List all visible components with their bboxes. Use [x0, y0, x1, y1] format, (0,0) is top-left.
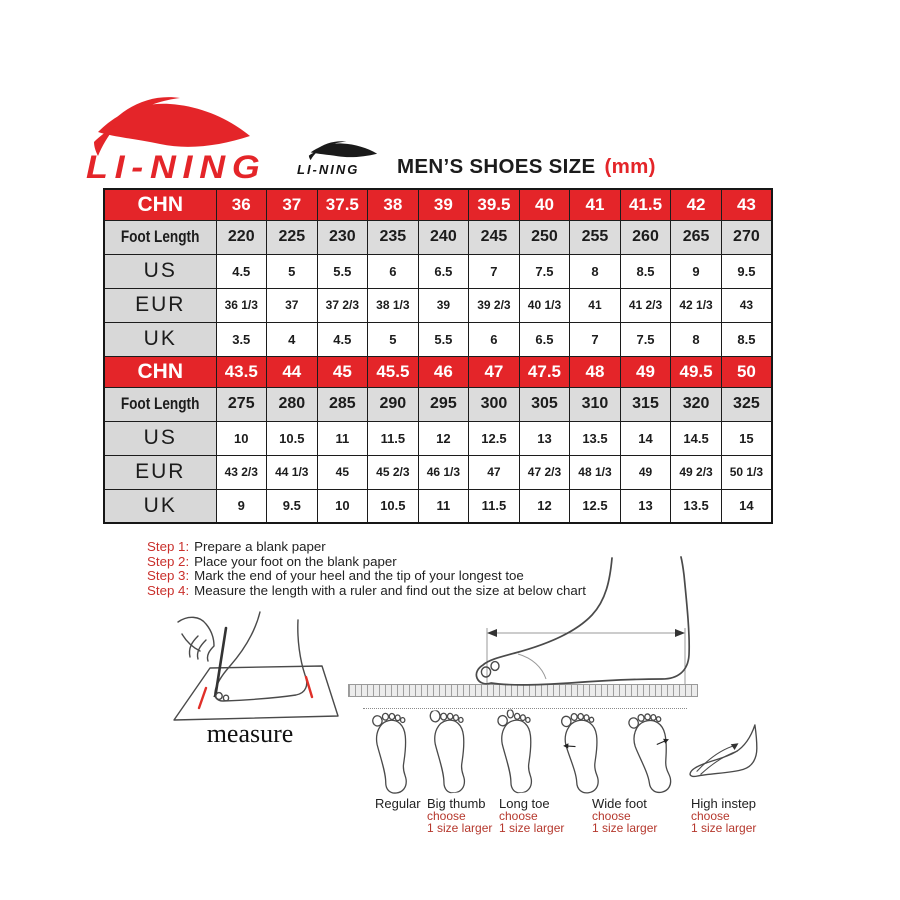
- footprint-wide-foot-right-icon: [621, 707, 685, 799]
- size-row-uk-2: [104, 489, 772, 523]
- size-cell: 275: [216, 387, 267, 421]
- size-cell: 9: [671, 254, 722, 288]
- foot-type-note-1: choose: [592, 809, 631, 823]
- size-cell: 43: [721, 288, 772, 322]
- size-row-us-2: [104, 421, 772, 455]
- foot-type-long-toe: [499, 796, 564, 834]
- size-cell: 320: [671, 387, 722, 421]
- size-cell: 240: [418, 220, 469, 254]
- size-cell: 225: [267, 220, 318, 254]
- size-cell: 5: [368, 322, 419, 356]
- size-cell: 42: [671, 189, 722, 220]
- size-cell: 6.5: [418, 254, 469, 288]
- size-row-chn-1: [104, 189, 772, 220]
- size-cell: 6.5: [519, 322, 570, 356]
- size-cell: 5: [267, 254, 318, 288]
- size-row-us-1: [104, 254, 772, 288]
- size-cell: 6: [469, 322, 520, 356]
- foot-type-big-thumb: [427, 796, 492, 834]
- size-cell: 245: [469, 220, 520, 254]
- size-row-foot-2: [104, 387, 772, 421]
- size-cell: 235: [368, 220, 419, 254]
- row-label-chn: CHN: [104, 356, 216, 387]
- size-cell: 4.5: [317, 322, 368, 356]
- size-cell: 43.5: [216, 356, 267, 387]
- size-cell: 41: [570, 288, 621, 322]
- foot-type-note-1: choose: [427, 809, 466, 823]
- foot-type-note-1: choose: [691, 809, 730, 823]
- foot-type-label: Regular: [375, 796, 421, 811]
- row-label-chn: CHN: [104, 189, 216, 220]
- size-cell: 9.5: [721, 254, 772, 288]
- size-cell: 10: [317, 489, 368, 523]
- size-cell: 7: [469, 254, 520, 288]
- size-cell: 39: [418, 288, 469, 322]
- size-cell: 40 1/3: [519, 288, 570, 322]
- size-cell: 47: [469, 455, 520, 489]
- measure-illustration: [148, 610, 348, 722]
- foot-measurement-illustration: [340, 555, 860, 707]
- size-cell: 41: [570, 189, 621, 220]
- size-cell: 43: [721, 189, 772, 220]
- step-4-text: Measure the length with a ruler and find out the size at below chart: [194, 582, 586, 598]
- lining-mini-logo-swoosh-icon: [308, 139, 378, 162]
- size-cell: 8: [570, 254, 621, 288]
- size-cell: 10: [216, 421, 267, 455]
- size-cell: 43 2/3: [216, 455, 267, 489]
- size-cell: 8.5: [721, 322, 772, 356]
- foot-type-note-2: 1 size larger: [499, 820, 565, 835]
- size-cell: 49: [620, 356, 671, 387]
- size-cell: 50: [721, 356, 772, 387]
- size-cell: 40: [519, 189, 570, 220]
- size-cell: 9.5: [267, 489, 318, 523]
- footprint-regular-icon: [366, 709, 421, 797]
- step-1-label: Step 1:: [147, 539, 190, 554]
- foot-type-high-instep: [691, 796, 756, 834]
- size-cell: 37 2/3: [317, 288, 368, 322]
- step-2-text: Place your foot on the blank paper: [194, 553, 397, 569]
- row-label-foot: Foot Length: [104, 387, 216, 421]
- size-cell: 46: [418, 356, 469, 387]
- size-cell: 4: [267, 322, 318, 356]
- size-row-eur-2: [104, 455, 772, 489]
- size-cell: 220: [216, 220, 267, 254]
- size-cell: 305: [519, 387, 570, 421]
- size-cell: 325: [721, 387, 772, 421]
- lining-logo-wordmark: LI-NING: [86, 149, 267, 185]
- size-cell: 39.5: [469, 189, 520, 220]
- size-cell: 4.5: [216, 254, 267, 288]
- size-cell: 47 2/3: [519, 455, 570, 489]
- foot-type-label: Big thumb: [427, 796, 486, 811]
- size-cell: 12.5: [469, 421, 520, 455]
- foot-type-note-2: 1 size larger: [427, 820, 493, 835]
- size-cell: 47.5: [519, 356, 570, 387]
- size-cell: 50 1/3: [721, 455, 772, 489]
- size-table-body: [104, 189, 772, 523]
- size-cell: 38 1/3: [368, 288, 419, 322]
- foot-type-label: High instep: [691, 796, 757, 811]
- size-cell: 11.5: [469, 489, 520, 523]
- size-cell: 36: [216, 189, 267, 220]
- size-cell: 37: [267, 189, 318, 220]
- size-cell: 12: [519, 489, 570, 523]
- row-label-foot: Foot Length: [104, 220, 216, 254]
- size-cell: 13.5: [671, 489, 722, 523]
- size-cell: 11.5: [368, 421, 419, 455]
- size-row-chn-2: [104, 356, 772, 387]
- size-row-eur-1: [104, 288, 772, 322]
- size-cell: 290: [368, 387, 419, 421]
- size-cell: 44 1/3: [267, 455, 318, 489]
- foot-type-note-1: choose: [499, 809, 538, 823]
- size-cell: 5.5: [418, 322, 469, 356]
- size-cell: 300: [469, 387, 520, 421]
- size-cell: 41.5: [620, 189, 671, 220]
- size-cell: 49.5: [671, 356, 722, 387]
- size-row-uk-1: [104, 322, 772, 356]
- size-cell: 13: [620, 489, 671, 523]
- size-cell: 270: [721, 220, 772, 254]
- high-instep-foot-icon: [686, 723, 762, 779]
- size-cell: 285: [317, 387, 368, 421]
- size-cell: 315: [620, 387, 671, 421]
- size-cell: 46 1/3: [418, 455, 469, 489]
- size-cell: 9: [216, 489, 267, 523]
- size-cell: 8.5: [620, 254, 671, 288]
- size-cell: 44: [267, 356, 318, 387]
- step-3-label: Step 3:: [147, 568, 190, 584]
- size-cell: 37.5: [317, 189, 368, 220]
- lining-mini-logo-wordmark: LI-NING: [297, 162, 360, 177]
- size-cell: 49 2/3: [671, 455, 722, 489]
- page-title-unit: (mm): [604, 155, 656, 178]
- size-cell: 41 2/3: [620, 288, 671, 322]
- size-cell: 48 1/3: [570, 455, 621, 489]
- footprint-big-thumb-icon: [424, 707, 479, 795]
- size-cell: 38: [368, 189, 419, 220]
- size-cell: 12.5: [570, 489, 621, 523]
- measure-caption: measure: [206, 719, 294, 748]
- size-cell: 5.5: [317, 254, 368, 288]
- page-title-text: MEN’S SHOES SIZE: [397, 155, 596, 178]
- size-cell: 13: [519, 421, 570, 455]
- size-cell: 260: [620, 220, 671, 254]
- size-cell: 7.5: [620, 322, 671, 356]
- step-4-label: Step 4:: [147, 582, 190, 598]
- size-cell: 14: [620, 421, 671, 455]
- size-cell: 6: [368, 254, 419, 288]
- footprint-wide-foot-left-icon: [554, 708, 611, 798]
- size-cell: 36 1/3: [216, 288, 267, 322]
- size-cell: 39: [418, 189, 469, 220]
- size-cell: 11: [418, 489, 469, 523]
- size-cell: 14.5: [671, 421, 722, 455]
- size-table: [103, 188, 773, 524]
- size-cell: 49: [620, 455, 671, 489]
- size-cell: 250: [519, 220, 570, 254]
- row-label-us: US: [104, 254, 216, 288]
- size-cell: 11: [317, 421, 368, 455]
- size-cell: 310: [570, 387, 621, 421]
- size-cell: 12: [418, 421, 469, 455]
- size-cell: 39 2/3: [469, 288, 520, 322]
- step-3-text: Mark the end of your heel and the tip of your longest toe: [194, 568, 524, 584]
- size-cell: 45 2/3: [368, 455, 419, 489]
- size-cell: 295: [418, 387, 469, 421]
- size-cell: 15: [721, 421, 772, 455]
- foot-type-regular: [375, 796, 421, 811]
- size-cell: 42 1/3: [671, 288, 722, 322]
- size-cell: 10.5: [368, 489, 419, 523]
- size-row-foot-1: [104, 220, 772, 254]
- row-label-eur: EUR: [104, 288, 216, 322]
- row-label-eur: EUR: [104, 455, 216, 489]
- size-cell: 280: [267, 387, 318, 421]
- size-cell: 7.5: [519, 254, 570, 288]
- size-cell: 230: [317, 220, 368, 254]
- size-cell: 255: [570, 220, 621, 254]
- size-cell: 47: [469, 356, 520, 387]
- row-label-uk: UK: [104, 322, 216, 356]
- foot-type-label: Long toe: [499, 796, 550, 811]
- page-title: [397, 155, 656, 179]
- row-label-uk: UK: [104, 489, 216, 523]
- step-1-text: Prepare a blank paper: [194, 539, 326, 554]
- footprint-long-toe-icon: [491, 707, 546, 795]
- size-cell: 45: [317, 356, 368, 387]
- size-cell: 10.5: [267, 421, 318, 455]
- foot-type-label: Wide foot: [592, 796, 647, 811]
- size-cell: 13.5: [570, 421, 621, 455]
- foot-type-wide-foot: [592, 796, 657, 834]
- foot-type-note-2: 1 size larger: [691, 820, 757, 835]
- size-cell: 48: [570, 356, 621, 387]
- size-cell: 8: [671, 322, 722, 356]
- size-cell: 37: [267, 288, 318, 322]
- step-1: [147, 540, 586, 555]
- size-cell: 265: [671, 220, 722, 254]
- size-cell: 45: [317, 455, 368, 489]
- foot-type-note-2: 1 size larger: [592, 820, 658, 835]
- row-label-us: US: [104, 421, 216, 455]
- step-2-label: Step 2:: [147, 553, 190, 569]
- size-cell: 14: [721, 489, 772, 523]
- size-cell: 3.5: [216, 322, 267, 356]
- size-cell: 45.5: [368, 356, 419, 387]
- size-cell: 7: [570, 322, 621, 356]
